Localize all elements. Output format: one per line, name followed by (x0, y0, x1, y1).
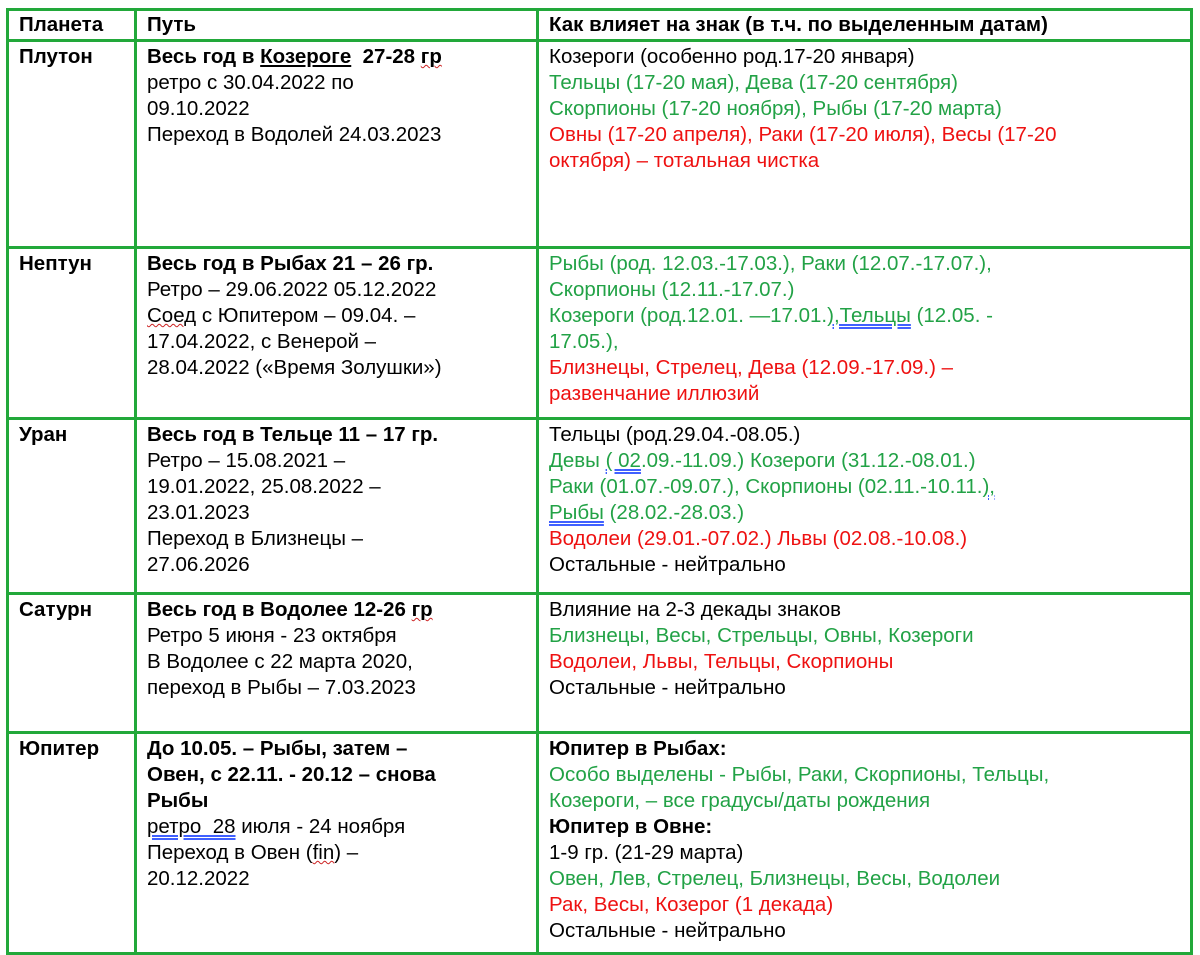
effect-line-negative: Близнецы, Стрелец, Дева (12.09.-17.09.) – (549, 356, 954, 379)
path-cell (136, 41, 538, 248)
planet-name: Сатурн (8, 594, 136, 733)
path-heading: До 10.05. – Рыбы, затем – (147, 737, 408, 760)
effect-cell (538, 248, 1192, 419)
effect-line-positive: 17.05.), (549, 330, 619, 353)
path-heading: Рыбы (147, 789, 209, 812)
effect-line-positive: Рыбы (28.02.-28.03.) (549, 501, 745, 524)
effect-line-positive: Особо выделены - Рыбы, Раки, Скорпионы, Тельцы, (549, 763, 1050, 786)
path-cell (136, 248, 538, 419)
path-line: переход в Рыбы – 7.03.2023 (147, 676, 416, 699)
effect-line-positive: Козероги (род.12.01. —17.01.),Тельцы (12.05. - (549, 304, 993, 327)
header-effect: Как влияет на знак (в т.ч. по выделенным датам) (538, 10, 1192, 41)
path-heading: Весь год в Рыбах 21 – 26 гр. (147, 252, 434, 275)
path-line: ретро 28 июля - 24 ноября (147, 815, 406, 838)
header-path: Путь (136, 10, 538, 41)
effect-line: Козероги (особенно род.17-20 января) (549, 45, 915, 68)
planet-name: Плутон (8, 41, 136, 248)
planet-name: Уран (8, 419, 136, 594)
effect-line: 1-9 гр. (21-29 марта) (549, 841, 744, 864)
path-line: 17.04.2022, с Венерой – (147, 330, 377, 353)
table-row-pluto (8, 41, 1192, 248)
effect-cell (538, 419, 1192, 594)
table-row-saturn (8, 594, 1192, 733)
effect-line-positive: Скорпионы (17-20 ноября), Рыбы (17-20 марта) (549, 97, 1002, 120)
path-line: Ретро – 15.08.2021 – (147, 449, 346, 472)
planet-name: Нептун (8, 248, 136, 419)
path-line: Соед с Юпитером – 09.04. – (147, 304, 416, 327)
effect-line-positive: Раки (01.07.-09.07.), Скорпионы (02.11.-10.11.), (549, 475, 996, 498)
path-line: В Водолее с 22 марта 2020, (147, 650, 413, 673)
header-planet: Планета (8, 10, 136, 41)
effect-subheading: Юпитер в Овне: (549, 815, 713, 838)
effect-line-negative: Водолеи (29.01.-07.02.) Львы (02.08.-10.08.) (549, 527, 968, 550)
path-line: 20.12.2022 (147, 867, 250, 890)
effect-line-negative: Рак, Весы, Козерог (1 декада) (549, 893, 834, 916)
table-row-uranus (8, 419, 1192, 594)
effect-line: Тельцы (род.29.04.-08.05.) (549, 423, 801, 446)
effect-line-negative: развенчание иллюзий (549, 382, 760, 405)
path-line: 28.04.2022 («Время Золушки») (147, 356, 442, 379)
effect-line: Остальные - нейтрально (549, 919, 786, 942)
effect-cell (538, 594, 1192, 733)
table-row-neptune (8, 248, 1192, 419)
path-line: Переход в Водолей 24.03.2023 (147, 123, 442, 146)
path-heading: Весь год в Козероге 27-28 гр (147, 45, 442, 68)
effect-line: Остальные - нейтрально (549, 553, 786, 576)
effect-line-positive: Рыбы (род. 12.03.-17.03.), Раки (12.07.-17.07.), (549, 252, 992, 275)
path-line: 27.06.2026 (147, 553, 250, 576)
effect-subheading: Юпитер в Рыбах: (549, 737, 727, 760)
path-line: 09.10.2022 (147, 97, 250, 120)
effect-line-negative: Водолеи, Львы, Тельцы, Скорпионы (549, 650, 894, 673)
effect-line-positive: Тельцы (17-20 мая), Дева (17-20 сентября) (549, 71, 958, 94)
table-row-jupiter (8, 733, 1192, 954)
path-line: Ретро 5 июня - 23 октября (147, 624, 397, 647)
effect-line: Влияние на 2-3 декады знаков (549, 598, 841, 621)
effect-line: Остальные - нейтрально (549, 676, 786, 699)
effect-line-positive: Девы ( 02.09.-11.09.) Козероги (31.12.-08.01.) (549, 449, 976, 472)
effect-line-negative: Овны (17-20 апреля), Раки (17-20 июля), Весы (17-20 (549, 123, 1057, 146)
effect-line-negative: октября) – тотальная чистка (549, 149, 820, 172)
effect-cell (538, 41, 1192, 248)
path-line: 19.01.2022, 25.08.2022 – (147, 475, 381, 498)
path-heading: Овен, с 22.11. - 20.12 – снова (147, 763, 436, 786)
planet-table (6, 8, 1193, 955)
effect-cell (538, 733, 1192, 954)
path-cell (136, 419, 538, 594)
path-heading: Весь год в Водолее 12-26 гр (147, 598, 433, 621)
path-cell (136, 733, 538, 954)
effect-line-positive: Козероги, – все градусы/даты рождения (549, 789, 931, 812)
path-line: 23.01.2023 (147, 501, 250, 524)
path-line: Ретро – 29.06.2022 05.12.2022 (147, 278, 437, 301)
effect-line-positive: Близнецы, Весы, Стрельцы, Овны, Козероги (549, 624, 974, 647)
path-cell (136, 594, 538, 733)
path-heading: Весь год в Тельце 11 – 17 гр. (147, 423, 439, 446)
effect-line-positive: Овен, Лев, Стрелец, Близнецы, Весы, Водолеи (549, 867, 1001, 890)
effect-line-positive: Скорпионы (12.11.-17.07.) (549, 278, 795, 301)
path-line: Переход в Овен (fin) – (147, 841, 359, 864)
path-line: Переход в Близнецы – (147, 527, 364, 550)
path-line: ретро с 30.04.2022 по (147, 71, 354, 94)
planet-name: Юпитер (8, 733, 136, 954)
header-row (8, 10, 1192, 41)
